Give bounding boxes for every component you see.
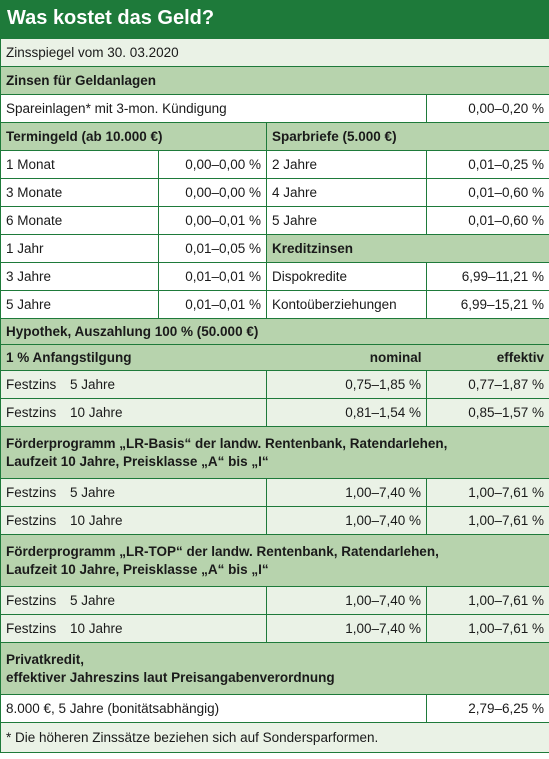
table-row: [1, 587, 549, 615]
row-value: 0,01–0,25 %: [427, 151, 549, 179]
value-nominal: 0,81–1,54 %: [267, 399, 427, 427]
lr-top-heading-row: [1, 535, 549, 587]
row-label: [1, 507, 267, 535]
value-nominal: 1,00–7,40 %: [267, 507, 427, 535]
row-value: 6,99–15,21 %: [427, 291, 549, 319]
value-effektiv: 0,85–1,57 %: [427, 399, 549, 427]
row-label: 8.000 €, 5 Jahre (bonitätsabhängig): [1, 695, 427, 723]
value-effektiv: 1,00–7,61 %: [427, 507, 549, 535]
value-effektiv: 0,77–1,87 %: [427, 371, 549, 399]
label-b: 5 Jahre: [70, 485, 116, 500]
heading-line: effektiver Jahreszins laut Preisangabenverordnung: [6, 669, 335, 685]
column-header-effektiv: effektiv: [427, 345, 549, 371]
column-header-nominal: nominal: [267, 345, 427, 371]
table-row: [1, 263, 549, 291]
row-label: 3 Jahre: [1, 263, 159, 291]
row-label: 4 Jahre: [267, 179, 427, 207]
heading-line: Laufzeit 10 Jahre, Preisklasse „A“ bis „I“: [6, 453, 269, 469]
table-row: [1, 95, 549, 123]
row-value: 0,00–0,00 %: [159, 179, 267, 207]
footnote: * Die höheren Zinssätze beziehen sich auf Sondersparformen.: [1, 723, 549, 753]
row-value: 2,79–6,25 %: [427, 695, 549, 723]
label-a: Festzins: [6, 485, 57, 500]
table-row: [1, 695, 549, 723]
row-value: 0,01–0,60 %: [427, 207, 549, 235]
value-nominal: 1,00–7,40 %: [267, 615, 427, 643]
section-heading: Zinsen für Geldanlagen: [1, 67, 549, 95]
label-b: 5 Jahre: [70, 593, 116, 608]
row-value: 0,01–0,05 %: [159, 235, 267, 263]
rates-table: [0, 38, 549, 753]
table-row: [1, 507, 549, 535]
section-heading: [1, 427, 549, 479]
heading-line: Förderprogramm „LR-Basis“ der landw. Rentenbank, Ratendarlehen,: [6, 435, 448, 451]
row-value: 0,01–0,60 %: [427, 179, 549, 207]
section-heading: Kreditzinsen: [267, 235, 549, 263]
termingeld-sparbriefe-heading-row: [1, 123, 549, 151]
label-b: 10 Jahre: [70, 405, 123, 420]
section-heading: Hypothek, Auszahlung 100 % (50.000 €): [1, 319, 549, 345]
section-heading: [1, 643, 549, 695]
table-row: [1, 615, 549, 643]
value-effektiv: 1,00–7,61 %: [427, 615, 549, 643]
label-a: Festzins: [6, 621, 57, 636]
label-a: Festzins: [6, 377, 57, 392]
table-row: [1, 291, 549, 319]
label-a: Festzins: [6, 513, 57, 528]
label-b: 5 Jahre: [70, 377, 116, 392]
value-effektiv: 1,00–7,61 %: [427, 479, 549, 507]
section-heading: Sparbriefe (5.000 €): [267, 123, 549, 151]
footnote-row: [1, 723, 549, 753]
page-title: Was kostet das Geld?: [0, 0, 549, 38]
row-label: [1, 479, 267, 507]
section-heading: Termingeld (ab 10.000 €): [1, 123, 267, 151]
value-effektiv: 1,00–7,61 %: [427, 587, 549, 615]
value-nominal: 1,00–7,40 %: [267, 479, 427, 507]
row-value: 0,01–0,01 %: [159, 263, 267, 291]
table-row: [1, 399, 549, 427]
section-heading: [1, 535, 549, 587]
heading-line: Förderprogramm „LR-TOP“ der landw. Rentenbank, Ratendarlehen,: [6, 543, 439, 559]
date-row: [1, 39, 549, 67]
row-label: [1, 615, 267, 643]
hypothek-heading-row: [1, 319, 549, 345]
row-label: 6 Monate: [1, 207, 159, 235]
table-row: [1, 479, 549, 507]
row-label: Spareinlagen* mit 3-mon. Kündigung: [1, 95, 427, 123]
row-label: 5 Jahre: [267, 207, 427, 235]
label-a: Festzins: [6, 593, 57, 608]
table-row: [1, 235, 549, 263]
row-label: 2 Jahre: [267, 151, 427, 179]
privatkredit-heading-row: [1, 643, 549, 695]
value-nominal: 1,00–7,40 %: [267, 587, 427, 615]
row-value: 6,99–11,21 %: [427, 263, 549, 291]
lr-basis-heading-row: [1, 427, 549, 479]
row-label: [1, 587, 267, 615]
heading-line: Laufzeit 10 Jahre, Preisklasse „A“ bis „I“: [6, 561, 269, 577]
table-row: [1, 207, 549, 235]
row-value: 0,01–0,01 %: [159, 291, 267, 319]
row-label: [1, 371, 267, 399]
row-value: 0,00–0,01 %: [159, 207, 267, 235]
row-label: 1 Jahr: [1, 235, 159, 263]
row-value: 0,00–0,20 %: [427, 95, 549, 123]
sub-label: 1 % Anfangstilgung: [1, 345, 267, 371]
row-label: 3 Monate: [1, 179, 159, 207]
label-b: 10 Jahre: [70, 621, 123, 636]
row-label: 1 Monat: [1, 151, 159, 179]
row-label: Kontoüberziehungen: [267, 291, 427, 319]
value-nominal: 0,75–1,85 %: [267, 371, 427, 399]
heading-line: Privatkredit,: [6, 651, 85, 667]
row-label: 5 Jahre: [1, 291, 159, 319]
row-label: Dispokredite: [267, 263, 427, 291]
anlagen-heading-row: [1, 67, 549, 95]
table-row: [1, 179, 549, 207]
label-a: Festzins: [6, 405, 57, 420]
table-row: [1, 151, 549, 179]
date-line: Zinsspiegel vom 30. 03.2020: [1, 39, 549, 67]
hypothek-subheading-row: [1, 345, 549, 371]
row-value: 0,00–0,00 %: [159, 151, 267, 179]
row-label: [1, 399, 267, 427]
label-b: 10 Jahre: [70, 513, 123, 528]
table-row: [1, 371, 549, 399]
